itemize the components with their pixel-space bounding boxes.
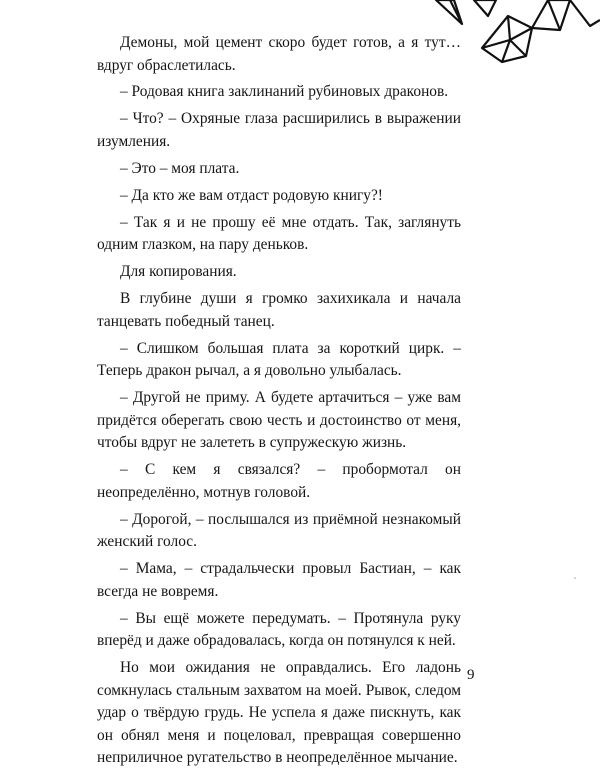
paragraph: Демоны, мой цемент скоро будет готов, а я тут… вдруг обраслетилась. [97, 34, 461, 74]
paragraph: Для копирования. [120, 263, 237, 281]
paragraph: В глубине души я громко захихикала и начала танцевать победный танец. [97, 290, 461, 330]
paragraph: – Дорогой, – послышался из приёмной незнакомый женский голос. [97, 510, 461, 551]
paragraph: – Другой не приму. А будете артачиться – уже вам придётся оберегать свою честь и достоинство от меня, чтобы вдруг не залететь в супружескую жизнь. [97, 388, 461, 452]
paragraph: – Да кто же вам отдаст родовую книгу?! [120, 186, 383, 204]
paragraph: Но мои ожидания не оправдались. Его ладонь сомкнулась стальным захватом на моей. Рывок, следом удар о твёрдую грудь. Не успела я даже пискнуть, как он обнял меня и поцеловал, превращая совершенно неприличное ругательство в неопределённое мычание. [97, 659, 461, 767]
paragraph: – Родовая книга заклинаний рубиновых драконов. [120, 83, 449, 101]
paragraph: – Вы ещё можете передумать. – Протянула руку вперёд и даже обрадовалась, когда он потянулся к ней. [97, 609, 461, 650]
paragraph: – Что? – Охряные глаза расширились в выражении изумления. [97, 110, 461, 150]
chapter-text [97, 32, 461, 770]
paragraph: – Мама, – страдальчески провыл Бастиан, – как всегда не вовремя. [97, 560, 461, 600]
paragraph: – Слишком большая плата за короткий цирк. – Теперь дракон рычал, а я довольно улыбалась. [97, 339, 461, 380]
paragraph: – С кем я связался? – пробормотал он неопределённо, мотнув головой. [97, 461, 461, 501]
paragraph: – Так я и не прошу её мне отдать. Так, заглянуть одним глазком, на пару деньков. [97, 213, 461, 254]
paragraph: – Это – моя плата. [120, 159, 240, 177]
print-speck [574, 577, 576, 579]
page-number: 9 [467, 667, 475, 683]
